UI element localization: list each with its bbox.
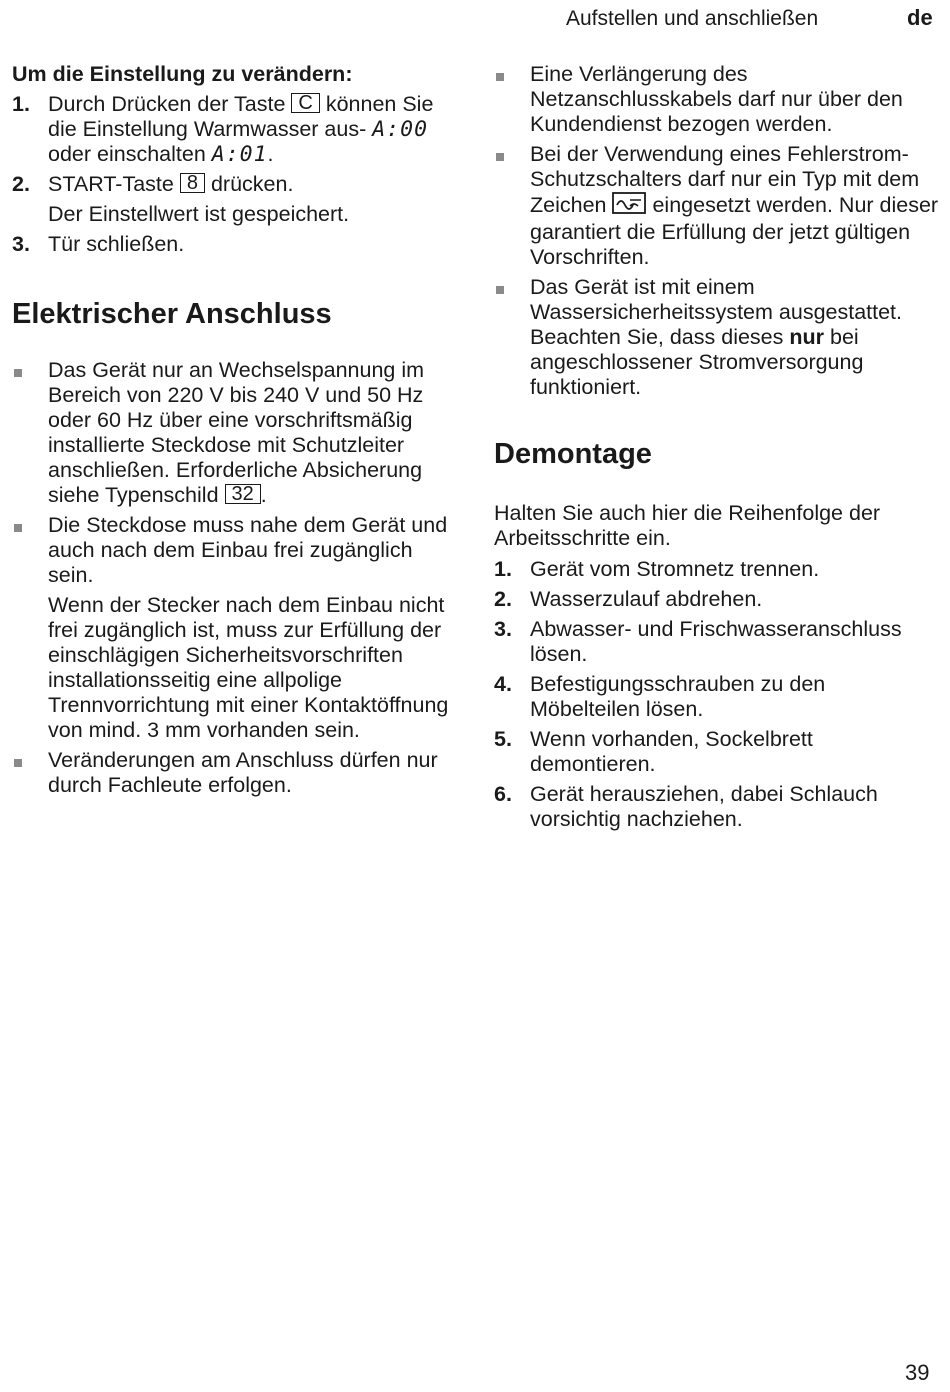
electrical-bullet-2-para: Wenn der Stecker nach dem Einbau nicht frei zugänglich ist, muss zur Erfüllung der einschlägigen Sicherheitsvorschriften installationsseitig eine allpolige Trennvorrichtung mit einer Kontaktöffnung von mind. 3 mm vorhanden sein. bbox=[48, 593, 449, 742]
electrical-bullet-4 bbox=[494, 62, 939, 137]
removal-steps bbox=[494, 557, 939, 832]
step-2-note: Der Einstellwert ist gespeichert. bbox=[48, 202, 350, 226]
bullet-square-icon bbox=[14, 524, 22, 532]
key-c-symbol: C bbox=[291, 93, 319, 113]
bullet-square-icon bbox=[496, 286, 504, 294]
step-text: Wenn vorhanden, Sockelbrett demontieren. bbox=[530, 727, 813, 776]
settings-step-1 bbox=[12, 92, 452, 167]
right-column bbox=[494, 62, 939, 837]
step-number: 1. bbox=[494, 557, 512, 581]
bullet-text: Das Gerät nur an Wechselspannung im Bereich von 220 V bis 240 V und 50 Hz oder 60 Hz über eine vorschriftsmäßig installierte Steckdose mit Schutzleiter anschließen. Erforderliche Absicherung siehe Typenschild bbox=[48, 358, 425, 507]
removal-step-5 bbox=[494, 727, 939, 777]
bullet-text: Die Steckdose muss nahe dem Gerät und auch nach dem Einbau frei zugänglich sein. bbox=[48, 513, 448, 587]
step-number: 2. bbox=[12, 172, 30, 196]
settings-steps bbox=[12, 92, 452, 257]
step-text: Gerät vom Stromnetz trennen. bbox=[530, 557, 820, 581]
electrical-bullet-5 bbox=[494, 142, 939, 270]
step-number: 6. bbox=[494, 782, 512, 806]
bullet-text: Das Gerät ist mit einem Wassersicherheitssystem ausgestattet. Beachten Sie, dass dieses bbox=[530, 275, 903, 349]
step-text: drücken. bbox=[210, 172, 294, 196]
bullet-text: Bei der Verwendung eines Fehlerstrom-Schutzschalters darf nur ein Typ mit dem Zeichen bbox=[530, 142, 920, 217]
step-text: können Sie die Einstellung Warmwasser aus- bbox=[48, 92, 434, 141]
step-number: 3. bbox=[494, 617, 512, 641]
header-section-title: Aufstellen und anschließen bbox=[566, 7, 819, 30]
removal-intro: Halten Sie auch hier die Reihenfolge der Arbeitsschritte ein. bbox=[494, 501, 881, 550]
settings-step-2 bbox=[12, 172, 452, 197]
step-text: oder einschalten bbox=[48, 142, 206, 166]
step-text: Durch Drücken der Taste bbox=[48, 92, 286, 116]
bullet-square-icon bbox=[14, 369, 22, 377]
electrical-bullet-6 bbox=[494, 275, 939, 400]
key-8-symbol: 8 bbox=[180, 173, 205, 193]
step-text: Abwasser- und Frischwasseranschluss lösen. bbox=[530, 617, 902, 666]
bullet-text: . bbox=[260, 483, 267, 507]
step-number: 4. bbox=[494, 672, 512, 696]
page-number: 39 bbox=[905, 1360, 930, 1385]
step-text: Tür schließen. bbox=[48, 232, 185, 256]
step-number: 5. bbox=[494, 727, 512, 751]
electrical-title: Elektrischer Anschluss bbox=[12, 298, 332, 330]
display-on-value: A:01 bbox=[211, 142, 268, 167]
rating-plate-ref: 32 bbox=[225, 484, 261, 504]
left-column bbox=[12, 62, 452, 803]
bullet-text: Veränderungen am Anschluss dürfen nur durch Fachleute erfolgen. bbox=[48, 748, 438, 797]
removal-step-6 bbox=[494, 782, 939, 832]
removal-title: Demontage bbox=[494, 438, 652, 470]
removal-step-1 bbox=[494, 557, 939, 582]
settings-step-3 bbox=[12, 232, 452, 257]
rcd-type-icon bbox=[612, 192, 646, 220]
electrical-list-continued bbox=[494, 62, 939, 400]
removal-step-2 bbox=[494, 587, 939, 612]
removal-step-4 bbox=[494, 672, 939, 722]
step-number: 2. bbox=[494, 587, 512, 611]
bullet-text: Eine Verlängerung des Netzanschlusskabels darf nur über den Kundendienst bezogen werden. bbox=[530, 62, 903, 136]
display-off-value: A:00 bbox=[372, 117, 429, 142]
step-text: Gerät herausziehen, dabei Schlauch vorsichtig nachziehen. bbox=[530, 782, 878, 831]
header-language: de bbox=[907, 5, 933, 30]
electrical-list bbox=[12, 358, 452, 798]
electrical-bullet-1 bbox=[12, 358, 452, 508]
bullet-square-icon bbox=[496, 153, 504, 161]
bullet-square-icon bbox=[496, 73, 504, 81]
bullet-square-icon bbox=[14, 759, 22, 767]
step-text: Wasserzulauf abdrehen. bbox=[530, 587, 763, 611]
bullet-text: eingesetzt werden. Nur dieser garantiert die Erfüllung der jetzt gültigen Vorschriften. bbox=[530, 193, 939, 269]
step-text: Befestigungsschrauben zu den Möbelteilen lösen. bbox=[530, 672, 826, 721]
step-number: 1. bbox=[12, 92, 30, 116]
electrical-bullet-3 bbox=[12, 748, 452, 798]
removal-step-3 bbox=[494, 617, 939, 667]
settings-subheading: Um die Einstellung zu verändern: bbox=[12, 62, 353, 86]
step-text: START-Taste bbox=[48, 172, 174, 196]
step-text: . bbox=[267, 142, 274, 166]
bullet-text: bei angeschlossener Stromversorgung funktioniert. bbox=[530, 325, 864, 399]
electrical-bullet-2 bbox=[12, 513, 452, 588]
bullet-emphasis: nur bbox=[789, 325, 825, 349]
step-number: 3. bbox=[12, 232, 30, 256]
